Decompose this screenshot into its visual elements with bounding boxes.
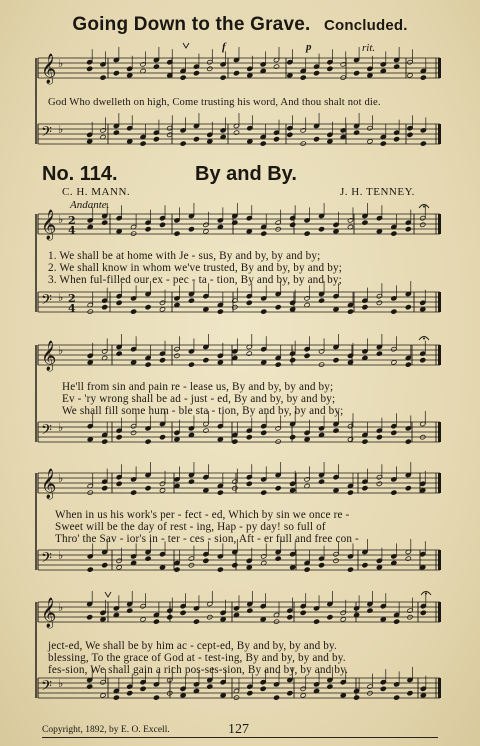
flat-key-signature-icon: ♭ [58,601,64,614]
notehead [405,486,411,491]
verse-2-line: blessing, To the grace of God at - test-ing, By and by, by and by. [48,652,346,664]
notehead [159,488,165,493]
notehead [420,222,426,227]
notehead [203,488,209,493]
notehead [87,309,93,314]
notehead [159,307,165,312]
notehead [333,358,339,363]
notehead [232,439,238,444]
notehead [275,556,281,561]
notehead [193,619,199,624]
notehead [246,481,252,486]
notehead [362,220,368,225]
flat-key-signature-icon: ♭ [58,291,64,304]
notehead [247,73,253,78]
notehead [261,490,267,495]
notehead [391,231,397,236]
treble-clef-icon: 𝄞 [41,598,57,628]
notehead [217,360,223,365]
notehead [405,227,411,232]
notehead [127,73,133,78]
notehead [394,64,400,69]
notehead [405,305,411,310]
notehead [246,229,252,234]
notehead [376,565,382,570]
notehead [327,684,333,689]
notehead [193,137,199,142]
notehead [318,298,324,303]
notehead [275,362,281,367]
notehead [380,617,386,622]
notehead [87,684,93,689]
treble-clef-icon: 𝄞 [41,210,57,240]
verse-3-line: Thro' the Sav - ior's in - ter - ces - sion, Aft - er full and free con - [55,533,359,545]
notehead [100,693,106,698]
notehead [188,362,194,367]
verse-1-line: When in us his work's per - fect - ed, Which by sin we once re - [55,509,350,521]
notehead [347,437,353,442]
flat-key-signature-icon: ♭ [58,472,64,485]
notehead [180,610,186,615]
notehead [327,66,333,71]
notehead [300,610,306,615]
notehead [376,229,382,234]
notehead [394,137,400,142]
notehead [232,563,238,568]
notehead [420,75,426,80]
notehead [273,137,279,142]
notehead [304,231,310,236]
notehead [116,565,122,570]
notehead [246,565,252,570]
bass-clef-icon: 𝄢 [41,678,52,698]
bass-clef-icon: 𝄢 [41,292,52,312]
notehead [203,428,209,433]
notehead [87,360,93,365]
notehead [102,220,108,225]
composer-credit: J. H. TENNEY. [340,186,415,198]
notehead [174,567,180,572]
notehead [180,141,186,146]
notehead [220,617,226,622]
notehead [394,695,400,700]
tempo-marking: Andante. [70,199,110,211]
verse-2-line: Ev - 'ry wrong shall be ad - just - ed, By and by, by and by; [62,393,336,405]
notehead [246,435,252,440]
notehead [87,66,93,71]
notehead [340,75,346,80]
notehead [391,490,397,495]
notehead [354,695,360,700]
notehead [290,488,296,493]
notehead [113,71,119,76]
hymn-number: No. 114. [42,163,118,185]
notehead [318,563,324,568]
notehead [174,437,180,442]
notehead [131,430,137,435]
treble-clef-icon: 𝄞 [41,341,57,371]
notehead [261,231,267,236]
notehead [153,64,159,69]
notehead [233,130,239,135]
notehead [145,227,151,232]
notehead [420,307,426,312]
notehead [347,360,353,365]
notehead [420,488,426,493]
notehead [217,567,223,572]
notehead [116,351,122,356]
notehead [333,428,339,433]
page-number: 127 [228,722,249,737]
piano-mark: p [306,41,312,53]
notehead [217,490,223,495]
flat-key-signature-icon: ♭ [58,344,64,357]
notehead [376,300,382,305]
notehead [233,71,239,76]
notehead [313,71,319,76]
notehead [188,479,194,484]
accent-icon [183,43,189,48]
notehead [273,695,279,700]
notehead [327,139,333,144]
notehead [87,139,93,144]
notehead [420,141,426,146]
notehead [174,353,180,358]
notehead [145,305,151,310]
notehead [220,75,226,80]
notehead [362,305,368,310]
flat-key-signature-icon: ♭ [58,213,64,226]
notehead [333,307,339,312]
notehead [153,619,159,624]
notehead [394,619,400,624]
notehead [287,132,293,137]
notehead [347,490,353,495]
notehead [300,141,306,146]
time-signature-top: 2 [68,214,76,227]
flat-key-signature-icon: ♭ [58,421,64,434]
notehead [247,691,253,696]
notehead [354,71,360,76]
notehead [87,437,93,442]
notehead [145,556,151,561]
notehead [313,137,319,142]
notehead [420,693,426,698]
notehead [127,608,133,613]
notehead [203,229,209,234]
notehead [159,222,165,227]
notehead [233,695,239,700]
notehead [347,567,353,572]
notehead [333,558,339,563]
notehead [193,71,199,76]
notehead [391,360,397,365]
notehead [420,610,426,615]
notehead [131,309,137,314]
notehead [354,130,360,135]
notehead [207,139,213,144]
notehead [380,141,386,146]
notehead [261,309,267,314]
notehead [261,430,267,435]
notehead [304,353,310,358]
notehead [391,309,397,314]
notehead [290,435,296,440]
notehead [220,693,226,698]
notehead [247,139,253,144]
verse-2-line: Sweet will be the day of rest - ing, Hap - py day! so full of [55,521,326,533]
time-signature-top: 2 [68,292,76,305]
verse-2-line: 2. We shall know in whom we've trusted, By and by, by and by; [48,262,342,274]
notehead [405,439,411,444]
notehead [290,307,296,312]
notehead [247,608,253,613]
notehead [333,229,339,234]
treble-clef-icon: 𝄞 [41,54,57,84]
notehead [287,691,293,696]
notehead [391,430,397,435]
notehead [380,686,386,691]
notehead [140,141,146,146]
notehead [145,439,151,444]
notehead [260,617,266,622]
notehead [203,307,209,312]
notehead [405,362,411,367]
notehead [188,298,194,303]
bass-clef-icon: 𝄢 [41,550,52,570]
notehead [188,227,194,232]
notehead [153,137,159,142]
notehead [290,358,296,363]
notehead [145,486,151,491]
forte-mark: f [222,41,226,53]
notehead [145,362,151,367]
notehead [290,565,296,570]
previous-hymn-title: Going Down to the Grave. [72,14,311,35]
notehead [116,300,122,305]
notehead [159,565,165,570]
notehead [102,486,108,491]
notehead [376,481,382,486]
time-signature-bottom: 4 [68,224,76,237]
notehead [340,617,346,622]
notehead [420,358,426,363]
notehead [207,66,213,71]
notehead [113,695,119,700]
notehead [300,75,306,80]
notehead [261,360,267,365]
notehead [102,305,108,310]
notehead [87,615,93,620]
notehead [405,556,411,561]
notehead [217,437,223,442]
notehead [159,435,165,440]
copyright-notice: Copyright, 1892, by E. O. Excell. [42,725,170,735]
notehead [87,567,93,572]
notehead [131,231,137,236]
notehead [87,490,93,495]
notehead [180,693,186,698]
notehead [275,486,281,491]
notehead [127,691,133,696]
notehead [140,617,146,622]
verse-1-line: 1. We shall be at home with Je - sus, By and by, by and by; [48,250,321,262]
notehead [260,141,266,146]
notehead [102,439,108,444]
accent-icon [105,592,111,597]
notehead [217,309,223,314]
notehead [318,227,324,232]
hymn-title: By and By. [195,163,297,185]
notehead [333,488,339,493]
ritardando-mark: rit. [362,42,376,54]
notehead [287,73,293,78]
notehead [304,437,310,442]
notehead [347,309,353,314]
bass-clef-icon: 𝄢 [41,124,52,144]
verse-1-line: He'll from sin and pain re - lease us, By and by, by and by; [62,381,334,393]
verse-3-line: 3. When ful-filled our ex - pec - ta - tion, By and by, by and by; [48,274,342,286]
notehead [327,615,333,620]
notehead [127,139,133,144]
verse-3-line: fes-sion, We shall gain a rich pos-ses-sion, By and by, by and by. [48,664,349,676]
lyric-line: God Who dwelleth on high, Come trusting his word, And thou shalt not die. [48,97,381,108]
notehead [367,139,373,144]
notehead [246,300,252,305]
notehead [113,130,119,135]
notehead [362,439,368,444]
notehead [102,563,108,568]
notehead [273,64,279,69]
treble-clef-icon: 𝄞 [41,469,57,499]
notehead [153,695,159,700]
footer-divider [42,737,438,738]
notehead [203,558,209,563]
notehead [290,222,296,227]
flat-key-signature-icon: ♭ [58,549,64,562]
flat-key-signature-icon: ♭ [58,677,64,690]
notehead [116,229,122,234]
notehead [180,75,186,80]
concluded-label: Concluded. [323,17,408,34]
notehead [260,686,266,691]
notehead [407,691,413,696]
notehead [313,619,319,624]
flat-key-signature-icon: ♭ [58,57,64,70]
notehead [407,132,413,137]
notehead [131,360,137,365]
notehead [367,73,373,78]
notehead [275,439,281,444]
bass-clef-icon: 𝄢 [41,422,52,442]
notehead [407,73,413,78]
notehead [420,565,426,570]
notehead [318,479,324,484]
notehead [131,490,137,495]
notehead [287,615,293,620]
notehead [203,358,209,363]
notehead [376,435,382,440]
notehead [207,684,213,689]
time-signature-bottom: 4 [68,302,76,315]
notehead [116,481,122,486]
notehead [362,563,368,568]
notehead [300,693,306,698]
notehead [174,231,180,236]
verse-3-line: We shall fill some hum - ble sta - tion, By and by, by and by; [62,405,344,417]
notehead [340,693,346,698]
notehead [275,305,281,310]
notehead [318,362,324,367]
verse-1-line: ject-ed, We shall be by him ac - cept-ed, By and by, by and by. [48,640,337,652]
notehead [140,686,146,691]
notehead [116,435,122,440]
notehead [273,619,279,624]
notehead [100,75,106,80]
notehead [367,608,373,613]
notehead [376,351,382,356]
notehead [362,486,368,491]
notehead [159,358,165,363]
flat-key-signature-icon: ♭ [58,123,64,136]
notehead [246,351,252,356]
notehead [100,617,106,622]
notehead [304,567,310,572]
author-credit: C. H. MANN. [62,186,131,198]
